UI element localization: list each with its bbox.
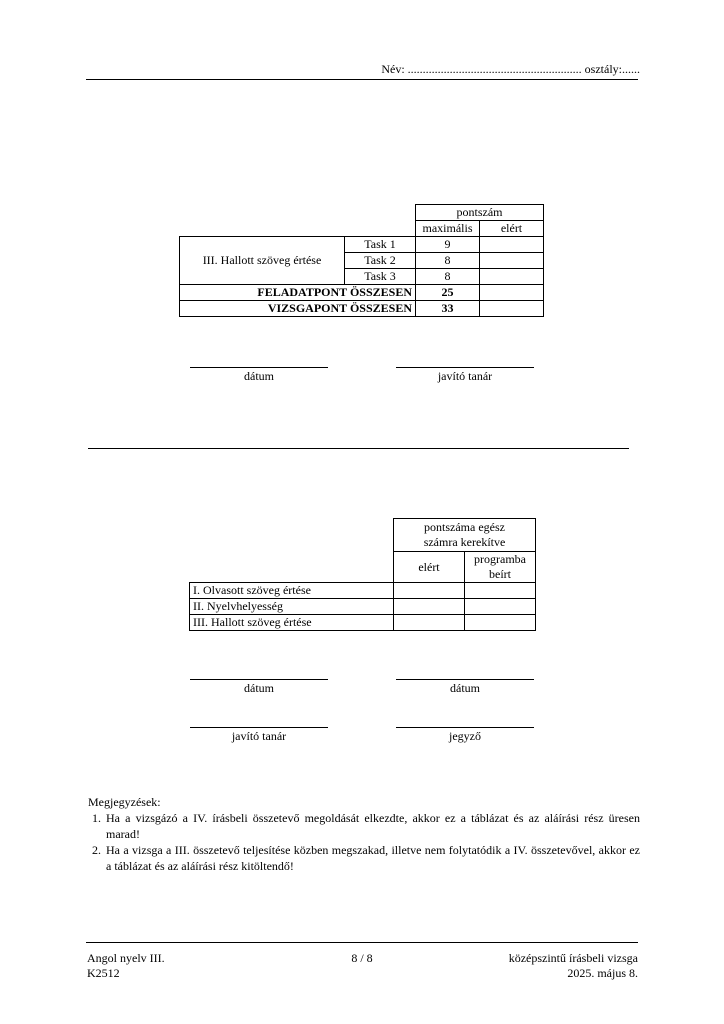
section-divider bbox=[88, 448, 629, 449]
footer-rule bbox=[86, 942, 638, 943]
signature-line-date-left[interactable] bbox=[190, 679, 328, 680]
summary-program-cell[interactable] bbox=[465, 583, 536, 599]
signature-label-examiner: javító tanár bbox=[231, 729, 287, 743]
signature-line-examiner[interactable] bbox=[190, 727, 328, 728]
task-label: Task 1 bbox=[345, 237, 416, 253]
footer-code: K2512 bbox=[87, 966, 120, 980]
exam-total-label: VIZSGAPONT ÖSSZESEN bbox=[180, 301, 416, 317]
footer-page-number: 8 / 8 bbox=[351, 951, 373, 965]
task-max: 9 bbox=[416, 237, 480, 253]
exam-total-achieved-cell[interactable] bbox=[480, 301, 544, 317]
score-table-listening bbox=[179, 204, 544, 317]
score-table-summary bbox=[189, 518, 536, 631]
task-label: Task 3 bbox=[345, 269, 416, 285]
col-program-line1: programba bbox=[474, 552, 526, 566]
summary-row-label: II. Nyelvhelyesség bbox=[190, 599, 394, 615]
summary-achieved-cell[interactable] bbox=[394, 583, 465, 599]
rounded-points-header bbox=[394, 519, 536, 552]
col-max-header: maximális bbox=[416, 221, 480, 237]
points-header: pontszám bbox=[416, 205, 544, 221]
class-label: osztály:...... bbox=[584, 62, 640, 76]
signature-label-notary: jegyző bbox=[449, 729, 481, 743]
signature-line-date[interactable] bbox=[190, 367, 328, 368]
task-max: 8 bbox=[416, 269, 480, 285]
task-total-label: FELADATPONT ÖSSZESEN bbox=[180, 285, 416, 301]
header-rule bbox=[86, 79, 638, 80]
col-achieved-header: elért bbox=[480, 221, 544, 237]
footer-date: 2025. május 8. bbox=[567, 966, 638, 980]
rounded-points-header-line1: pontszáma egész bbox=[424, 520, 505, 534]
task-achieved-cell[interactable] bbox=[480, 269, 544, 285]
signature-label-date: dátum bbox=[244, 369, 274, 383]
signature-label-examiner: javító tanár bbox=[437, 369, 493, 383]
col-program-header bbox=[465, 552, 536, 583]
footer-level: középszintű írásbeli vizsga bbox=[508, 951, 638, 965]
rounded-points-header-line2: számra kerekítve bbox=[423, 535, 506, 549]
footer-subject: Angol nyelv III. bbox=[87, 951, 165, 965]
col-program-line2: beírt bbox=[489, 567, 511, 581]
signature-line-examiner[interactable] bbox=[396, 367, 534, 368]
header-name-field bbox=[340, 62, 640, 77]
task-max: 8 bbox=[416, 253, 480, 269]
summary-row-label: III. Hallott szöveg értése bbox=[190, 615, 394, 631]
summary-program-cell[interactable] bbox=[465, 615, 536, 631]
exam-total-max: 33 bbox=[416, 301, 480, 317]
task-achieved-cell[interactable] bbox=[480, 237, 544, 253]
summary-row-label: I. Olvasott szöveg értése bbox=[190, 583, 394, 599]
signature-label-date-right: dátum bbox=[450, 681, 480, 695]
summary-achieved-cell[interactable] bbox=[394, 615, 465, 631]
task-achieved-cell[interactable] bbox=[480, 253, 544, 269]
signature-line-date-right[interactable] bbox=[396, 679, 534, 680]
summary-achieved-cell[interactable] bbox=[394, 599, 465, 615]
name-dots: .......................................................... bbox=[407, 62, 582, 76]
task-total-achieved-cell[interactable] bbox=[480, 285, 544, 301]
section-label: III. Hallott szöveg értése bbox=[180, 237, 345, 285]
note-item: 2. Ha a vizsga a III. összetevő teljesítése közben megszakad, illetve nem folytatódik a IV. összetevővel, akkor ez a táblázat és az aláírási rész kitöltendő! bbox=[104, 842, 640, 874]
notes-title: Megjegyzések: bbox=[88, 795, 161, 809]
task-total-max: 25 bbox=[416, 285, 480, 301]
col-achieved-header: elért bbox=[394, 552, 465, 583]
name-label: Név: bbox=[381, 62, 405, 76]
note-item: 1. Ha a vizsgázó a IV. írásbeli összetevő megoldását elkezdte, akkor ez a táblázat és az aláírási rész üresen marad! bbox=[104, 810, 640, 842]
signature-label-date-left: dátum bbox=[244, 681, 274, 695]
signature-line-notary[interactable] bbox=[396, 727, 534, 728]
summary-program-cell[interactable] bbox=[465, 599, 536, 615]
notes-section bbox=[88, 794, 640, 874]
task-label: Task 2 bbox=[345, 253, 416, 269]
